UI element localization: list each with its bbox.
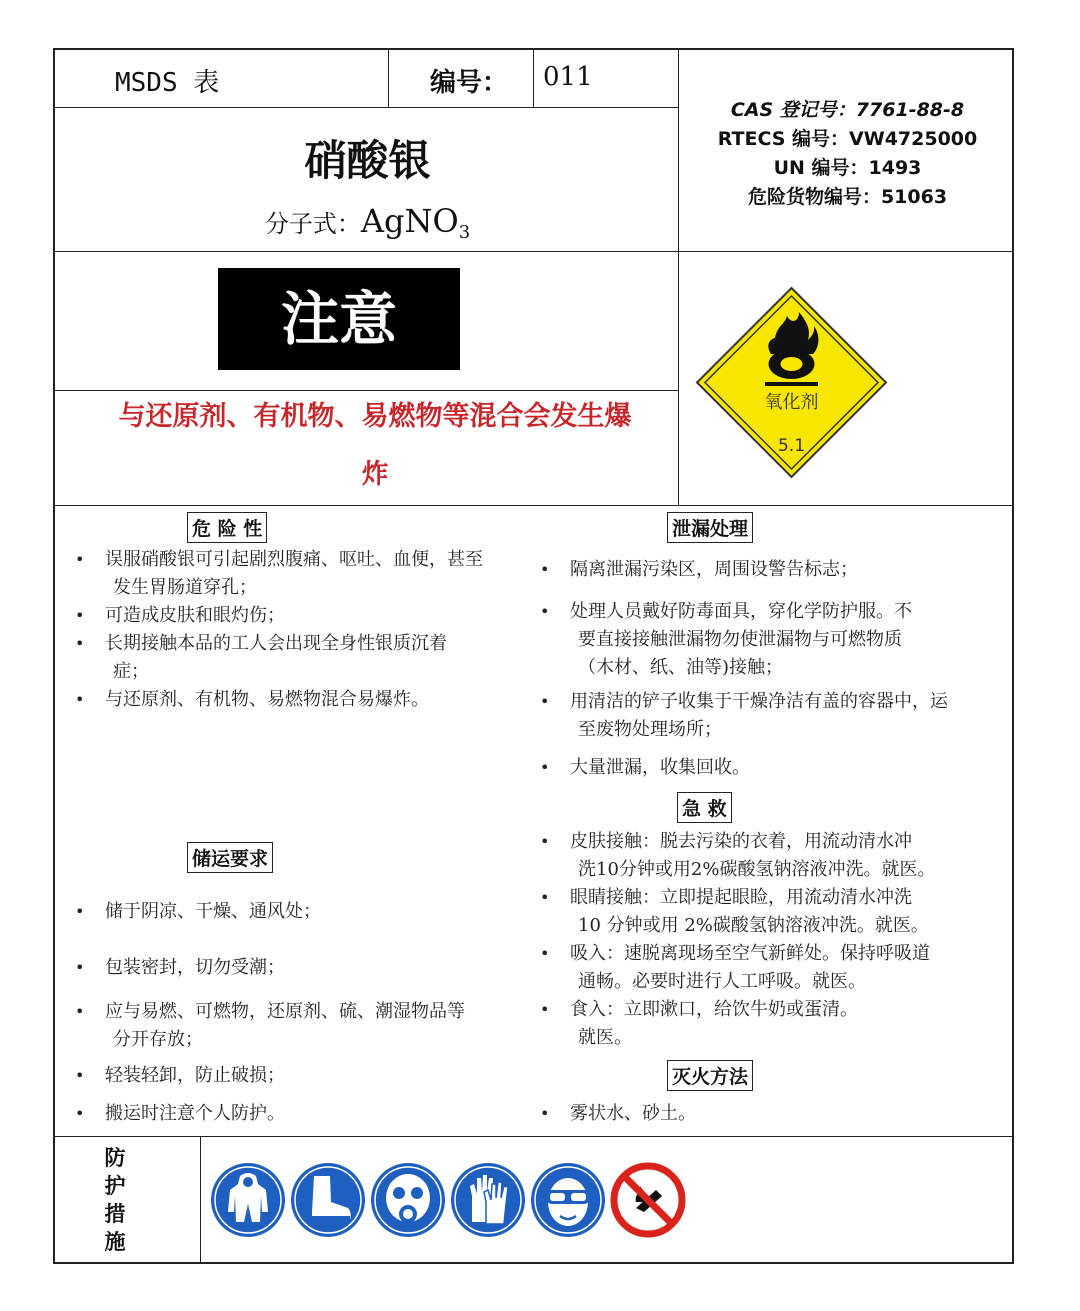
formula-main: AgNO bbox=[360, 202, 459, 240]
list-item: • 与还原剂、有机物、易燃物混合易爆炸。 bbox=[75, 689, 429, 710]
list-item: • 大量泄漏，收集回收。 bbox=[540, 757, 750, 778]
dangerous-goods-number: 危险货物编号：51063 bbox=[747, 186, 948, 208]
signal-word: 注意 bbox=[218, 268, 460, 370]
list-item: • 包装密封，切勿受潮； bbox=[75, 957, 285, 978]
divider bbox=[533, 50, 534, 107]
list-item: • 长期接触本品的工人会出现全身性银质沉着 症； bbox=[75, 633, 447, 682]
list-item: • 应与易燃、可燃物，还原剂、硫、潮湿物品等 分开存放； bbox=[75, 1001, 465, 1050]
identifier-block bbox=[679, 96, 1016, 212]
firefighting-heading: 灭火方法 bbox=[667, 1060, 753, 1091]
safety-goggles-icon bbox=[530, 1162, 606, 1238]
protective-suit-icon bbox=[210, 1162, 286, 1238]
divider bbox=[55, 251, 1014, 252]
safety-boots-icon bbox=[290, 1162, 366, 1238]
list-item: • 眼睛接触：立即提起眼睑，用流动清水冲洗 10 分钟或用 2%碳酸氢钠溶液冲洗。就医。 bbox=[540, 887, 929, 936]
storage-heading: 储运要求 bbox=[187, 842, 273, 873]
formula-subscript: 3 bbox=[458, 221, 471, 243]
un-number: UN 编号：1493 bbox=[773, 157, 922, 179]
form-label: MSDS 表 bbox=[115, 68, 220, 98]
cas-number: CAS 登记号：7761-88-8 bbox=[730, 99, 965, 121]
hazards-heading: 危 险 性 bbox=[187, 512, 267, 543]
list-item: • 可造成皮肤和眼灼伤； bbox=[75, 605, 285, 626]
list-item: • 用清洁的铲子收集于干燥净洁有盖的容器中，运 至废物处理场所； bbox=[540, 691, 948, 740]
gas-mask-icon bbox=[370, 1162, 446, 1238]
first-aid-heading: 急 救 bbox=[677, 792, 732, 823]
divider bbox=[55, 505, 1014, 506]
pictogram-label: 氧化剂 bbox=[764, 392, 819, 413]
oxidizer-diamond-icon bbox=[695, 286, 888, 479]
no-smoking-icon bbox=[610, 1162, 686, 1238]
hazard-statement-line: 与还原剂、有机物、易燃物等混合会发生爆 bbox=[118, 401, 632, 432]
rtecs-number: RTECS 编号：VW4725000 bbox=[717, 128, 978, 150]
protection-label: 防 护 措 施 bbox=[104, 1146, 126, 1254]
msds-sheet bbox=[53, 48, 1014, 1264]
list-item: • 误服硝酸银可引起剧烈腹痛、呕吐、血便，甚至 发生胃肠道穿孔； bbox=[75, 549, 483, 598]
divider bbox=[55, 107, 679, 108]
pictogram-class: 5.1 bbox=[777, 436, 806, 456]
list-item: • 皮肤接触：脱去污染的衣着，用流动清水冲 洗10分钟或用2%碳酸氢钠溶液冲洗。就医。 bbox=[540, 831, 936, 880]
spill-heading: 泄漏处理 bbox=[667, 512, 753, 543]
molecular-formula bbox=[55, 202, 680, 243]
divider bbox=[55, 1136, 1014, 1137]
list-item: • 搬运时注意个人防护。 bbox=[75, 1103, 285, 1124]
oxidizer-pictogram bbox=[695, 286, 888, 479]
divider bbox=[200, 1136, 201, 1264]
hazard-statement bbox=[75, 388, 675, 504]
number-value: 011 bbox=[543, 62, 593, 92]
formula-label: 分子式： bbox=[264, 210, 361, 238]
list-item: • 雾状水、砂土。 bbox=[540, 1103, 696, 1124]
protective-gloves-icon bbox=[450, 1162, 526, 1238]
hazard-statement-line: 炸 bbox=[361, 459, 389, 490]
list-item: • 轻装轻卸，防止破损； bbox=[75, 1065, 285, 1086]
list-item: • 储于阴凉、干燥、通风处； bbox=[75, 901, 321, 922]
list-item: • 食入：立即漱口，给饮牛奶或蛋清。 就医。 bbox=[540, 999, 858, 1048]
chemical-name: 硝酸银 bbox=[304, 136, 431, 185]
list-item: • 吸入：速脱离现场至空气新鲜处。保持呼吸道 通畅。必要时进行人工呼吸。就医。 bbox=[540, 943, 930, 992]
number-label: 编号： bbox=[430, 68, 509, 98]
divider bbox=[388, 50, 389, 107]
list-item: • 隔离泄漏污染区，周围设警告标志； bbox=[540, 559, 858, 580]
list-item: • 处理人员戴好防毒面具，穿化学防护服。不 要直接接触泄漏物勿使泄漏物与可燃物质 （木材、纸、油等)接触； bbox=[540, 601, 912, 678]
